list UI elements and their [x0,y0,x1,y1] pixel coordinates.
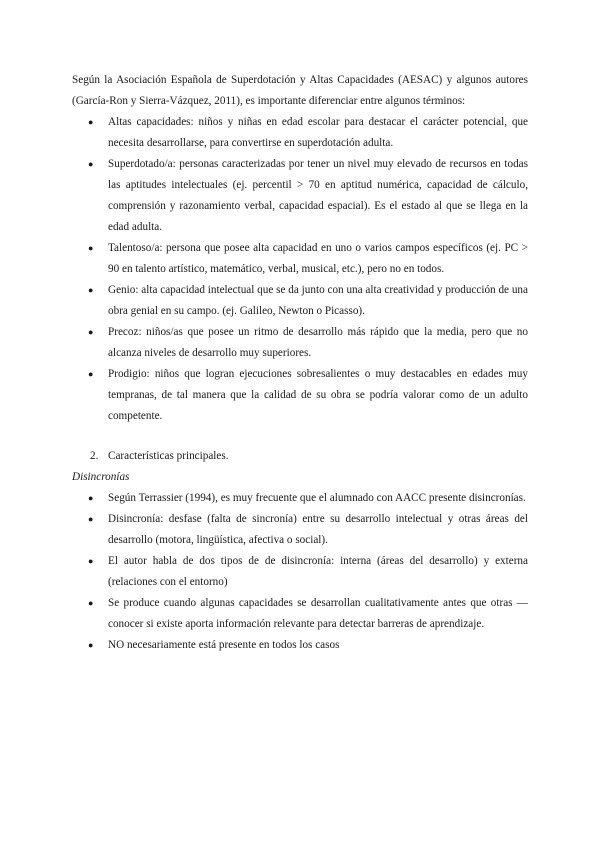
list-item-text: El autor habla de dos tipos de de disincronía: interna (áreas del desarrollo) y externa (relaciones con el entorno) [108,555,528,588]
list-item-text: Prodigio: niños que logran ejecuciones sobresalientes o muy destacables en edades muy tempranas, de tal manera que la calidad de su obra se podría valorar como de un adulto competente. [108,368,528,422]
list-item-text: NO necesariamente está presente en todos los casos [108,639,340,651]
bullet-icon: ● [88,556,94,566]
list-item [72,509,528,551]
list-item-text: Según Terrassier (1994), es muy frecuente que el alumnado con AACC presente disincronías. [108,492,526,504]
list-item-text: Precoz: niños/as que posee un ritmo de desarrollo más rápido que la media, pero que no alcanza niveles de desarrollo muy superiores. [108,326,528,359]
section-number: 2. [90,450,99,462]
terms-list [72,112,528,427]
bullet-icon: ● [88,327,94,337]
list-item-text: Se produce cuando algunas capacidades se desarrollan cualitativamente antes que otras — conocer si existe aporta información relevante para detectar barreras de aprendizaje. [108,597,528,630]
list-item [72,238,528,280]
section-title: Características principales. [108,450,229,462]
list-item [72,593,528,635]
intro-paragraph: Según la Asociación Española de Superdotación y Altas Capacidades (AESAC) y algunos autores (García-Ron y Sierra-Vázquez, 2011), es importante diferenciar entre algunos términos: [72,74,528,107]
subheading-disincronias: Disincronías [72,471,130,483]
list-item-text: Genio: alta capacidad intelectual que se da junto con una alta creatividad y producción de una obra genial en su campo. (ej. Galileo, Newton o Picasso). [108,284,528,317]
bullet-icon: ● [88,159,94,169]
list-item [72,112,528,154]
disincronias-list [72,488,528,656]
list-item-text: Talentoso/a: persona que posee alta capacidad en uno o varios campos específicos (ej. PC > 90 en talento artístico, matemático, verbal, musical, etc.), pero no en todos. [108,242,528,275]
bullet-icon: ● [88,117,94,127]
bullet-icon: ● [88,285,94,295]
bullet-icon: ● [88,640,94,650]
bullet-icon: ● [88,243,94,253]
list-item-text: Disincronía: desfase (falta de sincronía) entre su desarrollo intelectual y otras áreas del desarrollo (motora, lingüística, afectiva o social). [108,513,528,546]
list-item [72,322,528,364]
list-item [72,635,528,656]
bullet-icon: ● [88,598,94,608]
bullet-icon: ● [88,514,94,524]
list-item-text: Superdotado/a: personas caracterizadas por tener un nivel muy elevado de recursos en todas las aptitudes intelectuales (ej. percentil > 70 en aptitud numérica, capacidad de cálculo, comprensión y razonamiento verbal, capacidad espacial). Es el estado al que se llega en la edad adulta. [108,158,528,233]
list-item [72,280,528,322]
list-item-text: Altas capacidades: niños y niñas en edad escolar para destacar el carácter potencial, que necesita desarrollarse, para convertirse en superdotación adulta. [108,116,528,149]
list-item [72,154,528,238]
section-heading [72,446,528,467]
list-item [72,551,528,593]
list-item [72,488,528,509]
bullet-icon: ● [88,369,94,379]
bullet-icon: ● [88,493,94,503]
document-page [72,70,528,656]
list-item [72,364,528,427]
